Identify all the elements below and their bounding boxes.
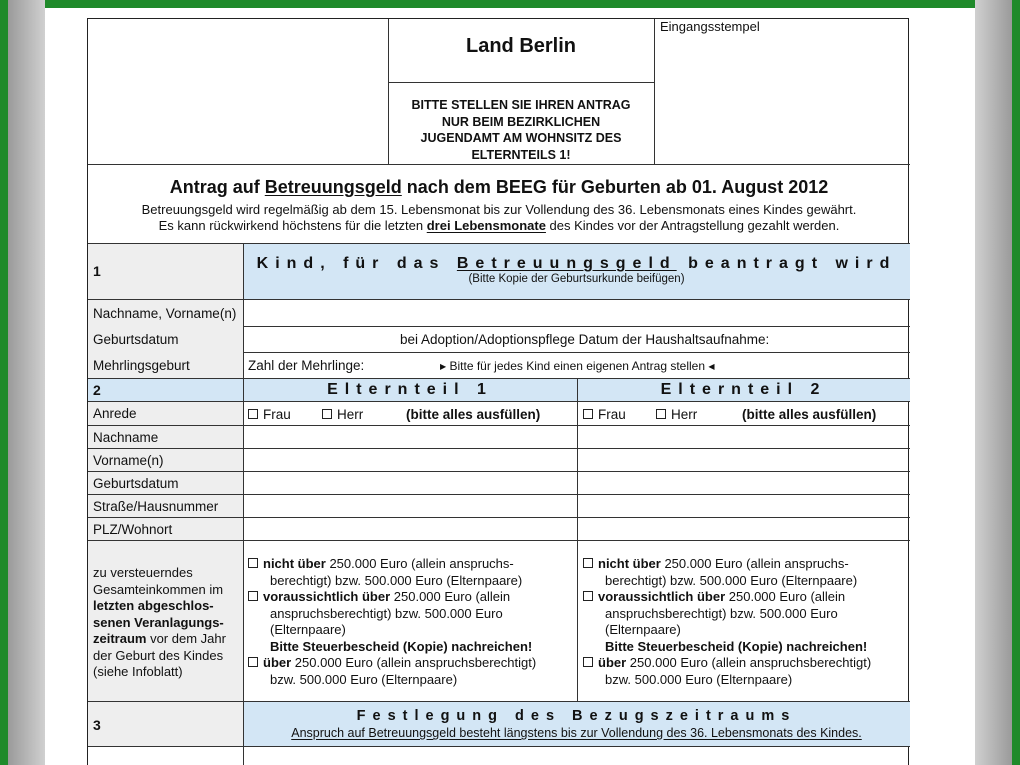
parent1-fill-all-note: (bitte alles ausfüllen): [406, 407, 541, 422]
authority-title: Land Berlin: [465, 35, 576, 57]
checkbox-icon: [248, 558, 258, 568]
parent2-lastname-field[interactable]: [578, 426, 910, 448]
postcode-city-label: PLZ/Wohnort: [93, 522, 173, 537]
section2-number: 2: [93, 382, 101, 398]
parent2-income-option-2[interactable]: voraussichtlich über 250.000 Euro (allein: [583, 589, 908, 606]
checkbox-icon: [656, 409, 666, 419]
parent1-income-option-2[interactable]: voraussichtlich über 250.000 Euro (allein: [248, 589, 573, 606]
parent1-salutation-frau[interactable]: Frau: [248, 407, 291, 422]
child-birthdate-field[interactable]: [244, 327, 394, 352]
checkbox-icon: [583, 591, 593, 601]
birthdate-label: Geburtsdatum: [93, 476, 179, 491]
arrow-left-icon: ◀: [708, 362, 715, 371]
parent2-birthdate-field[interactable]: [578, 472, 910, 494]
parent2-income-option-3[interactable]: über 250.000 Euro (allein anspruchsberechtigt): [583, 655, 908, 672]
child-birthdate-label: Geburtsdatum: [93, 332, 179, 347]
parent1-heading: Elternteil 1: [327, 381, 493, 398]
section3-heading: Festlegung des Bezugszeitraums: [356, 708, 797, 724]
child-name-field[interactable]: [244, 300, 910, 326]
section3-subheading: Anspruch auf Betreuungsgeld besteht längstens bis zur Vollendung des 36. Lebensmonats des Kindes.: [291, 726, 862, 740]
salutation-label: Anrede: [93, 406, 137, 421]
checkbox-icon: [248, 591, 258, 601]
multiple-count-field[interactable]: [373, 353, 433, 378]
parent2-street-field[interactable]: [578, 495, 910, 517]
page-shadow-right: [975, 0, 1012, 765]
section1-subheading: (Bitte Kopie der Geburtsurkunde beifügen): [468, 273, 685, 285]
parent2-income-options: nicht über 250.000 Euro (allein anspruchs- berechtigt) bzw. 500.000 Euro (Elternpaare) voraussichtlich über 250.000 Euro (allein anspruchsberechtigt) bzw. 500.000 Euro (Elternpaare) Bitte Steuerbescheid (Kopie) nachreichen! über 250.000 Euro (allein anspruchsberechtigt) bzw. 500.000 Euro (Elternpaare): [583, 556, 908, 688]
parent1-firstname-field[interactable]: [244, 449, 577, 471]
parent1-income-option-3[interactable]: über 250.000 Euro (allein anspruchsberechtigt): [248, 655, 573, 672]
parent1-birthdate-field[interactable]: [244, 472, 577, 494]
parent1-income-options: nicht über 250.000 Euro (allein anspruchs- berechtigt) bzw. 500.000 Euro (Elternpaare) voraussichtlich über 250.000 Euro (allein anspruchsberechtigt) bzw. 500.000 Euro (Elternpaare) Bitte Steuerbescheid (Kopie) nachreichen! über 250.000 Euro (allein anspruchsberechtigt) bzw. 500.000 Euro (Elternpaare): [248, 556, 573, 688]
application-form: [87, 18, 909, 765]
checkbox-icon: [583, 558, 593, 568]
parent1-salutation-herr[interactable]: Herr: [322, 407, 363, 422]
stamp-label: Eingangsstempel: [660, 19, 760, 34]
document-page: [45, 8, 975, 765]
form-title: Antrag auf Betreuungsgeld nach dem BEEG für Geburten ab 01. August 2012: [169, 177, 829, 197]
lastname-label: Nachname: [93, 430, 159, 445]
parent2-fill-all-note: (bitte alles ausfüllen): [742, 407, 877, 422]
title-note-2: Es kann rückwirkend höchstens für die letzten drei Lebensmonate des Kindes vor der Antragstellung gezahlt werden.: [158, 218, 840, 233]
checkbox-icon: [583, 657, 593, 667]
arrow-right-icon: ▶: [440, 362, 447, 371]
section3-number: 3: [93, 717, 101, 733]
section1-heading: Kind, für das Betreuungsgeld beantragt wird: [256, 255, 897, 272]
street-label: Straße/Hausnummer: [93, 499, 219, 514]
separate-application-note: ▶ Bitte für jedes Kind einen eigenen Antrag stellen ◀: [440, 359, 715, 373]
parent1-lastname-field[interactable]: [244, 426, 577, 448]
firstname-label: Vorname(n): [93, 453, 164, 468]
adoption-date-label: bei Adoption/Adoptionspflege Datum der Haushaltsaufnahme:: [400, 332, 770, 347]
parent2-salutation-frau[interactable]: Frau: [583, 407, 626, 422]
parent2-postcode-field[interactable]: [578, 518, 910, 540]
child-name-label: Nachname, Vorname(n): [93, 306, 237, 321]
parent2-salutation-herr[interactable]: Herr: [656, 407, 697, 422]
parent2-income-option-1[interactable]: nicht über 250.000 Euro (allein anspruchs-: [583, 556, 908, 573]
checkbox-icon: [322, 409, 332, 419]
title-note-1: Betreuungsgeld wird regelmäßig ab dem 15. Lebensmonat bis zur Vollendung des 36. Lebensmonats eines Kindes gewährt.: [141, 202, 857, 217]
section1-number: 1: [93, 263, 101, 279]
checkbox-icon: [248, 657, 258, 667]
parent1-street-field[interactable]: [244, 495, 577, 517]
parent1-postcode-field[interactable]: [244, 518, 577, 540]
parent2-firstname-field[interactable]: [578, 449, 910, 471]
income-label: zu versteuerndes Gesamteinkommen im letzten abgeschlos- senen Veranlagungs- zeitraum vor dem Jahr der Geburt des Kindes (siehe Infoblatt): [93, 565, 226, 679]
multiple-count-label: Zahl der Mehrlinge:: [248, 358, 365, 373]
parent2-heading: Elternteil 2: [660, 381, 827, 398]
parent1-income-option-1[interactable]: nicht über 250.000 Euro (allein anspruchs-: [248, 556, 573, 573]
checkbox-icon: [248, 409, 258, 419]
filing-instruction: BITTE STELLEN SIE IHREN ANTRAG NUR BEIM BEZIRKLICHEN JUGENDAMT AM WOHNSITZ DES ELTERNTEILS 1!: [411, 98, 631, 162]
checkbox-icon: [583, 409, 593, 419]
multiple-birth-label: Mehrlingsgeburt: [93, 358, 190, 373]
page-shadow-left: [8, 0, 45, 765]
